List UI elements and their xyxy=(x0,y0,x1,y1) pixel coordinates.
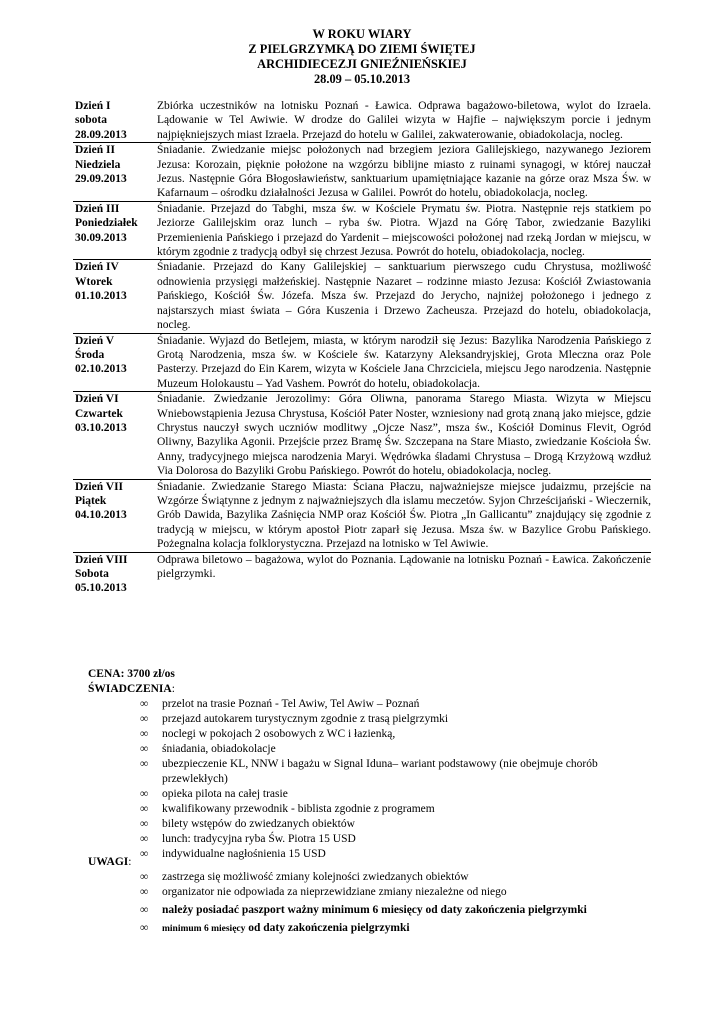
day-number: Dzień IV xyxy=(75,261,119,274)
day-number: Dzień III xyxy=(75,202,120,215)
notes-list xyxy=(140,870,650,937)
infinity-bullet-icon: ∞ xyxy=(140,833,149,845)
notes-label: UWAGI xyxy=(88,856,129,868)
service-text: indywidualne nagłośnienia 15 USD xyxy=(162,848,326,860)
day-date: 29.09.2013 xyxy=(75,173,127,186)
note-small-part: minimum 6 miesięcy xyxy=(162,924,246,934)
day-description: Śniadanie. Wyjazd do Betlejem, miasta, w którym narodził się Jezus: Bazylika Narodzenia Pańskiego z Grotą Narodzenia, msza św. w Kościele św. Katarzyny Aleksandryjskiej, Grota Mleczna oraz Pole Pasterzy. Przejazd do Ein Karem, wizyta w Kościele Jana Chrzciciela, miejscu Jego narodzenia. Następnie Muzeum Holokaustu – Yad Vashem. Powrót do hotelu, obiadokolacja. xyxy=(157,334,651,390)
itinerary-row xyxy=(73,201,651,260)
day-cell xyxy=(73,99,155,143)
title-line-3: ARCHIDIECEZJI GNIEŹNIEŃSKIEJ xyxy=(257,57,467,71)
day-cell xyxy=(73,201,155,260)
service-text: kwalifikowany przewodnik - biblista zgodnie z programem xyxy=(162,803,435,815)
infinity-bullet-icon: ∞ xyxy=(140,758,149,770)
list-item xyxy=(140,903,650,918)
infinity-bullet-icon: ∞ xyxy=(140,728,149,740)
services-heading xyxy=(88,682,175,696)
itinerary-row xyxy=(73,333,651,392)
day-cell xyxy=(73,260,155,333)
infinity-bullet-icon: ∞ xyxy=(140,788,149,800)
day-weekday: Środa xyxy=(75,348,105,361)
note-text: organizator nie odpowiada za nieprzewidziane zmiany niezależne od niego xyxy=(162,886,507,898)
services-colon: : xyxy=(171,683,175,695)
title-line-1: W ROKU WIARY xyxy=(312,27,412,41)
infinity-bullet-icon: ∞ xyxy=(140,803,149,815)
infinity-bullet-icon: ∞ xyxy=(140,886,149,898)
note-passport-text: należy posiadać paszport ważny minimum 6 miesięcy od daty zakończenia pielgrzymki xyxy=(162,904,587,916)
list-item xyxy=(140,697,650,712)
day-description: Śniadanie. Zwiedzanie Jerozolimy: Góra Oliwna, panorama Starego Miasta. Wizyta w Miejscu Wniebowstąpienia Jezusa Chrystusa, Kościół Pater Noster, wzniesiony nad grotą znaną jako miejsce, gdzie Chrystus nauczył swych uczniów modlitwy „Ojcze Nasz”, msza św., Kościół Dominus Flevit, Ogród Oliwny, Bazylika Agonii. Przejście przez Bramę Św. Szczepana na Stare Miasto, zwiedzanie Kościoła Św. Anny, tradycyjnego miejsca narodzenia Maryi. Wędrówka śladami Chrystusa – Drogą Krzyżową wzdłuż Via Dolorosa do Bazyliki Grobu Pańskiego. Powrót do hotelu, obiadokolacja, nocleg. xyxy=(157,393,651,478)
day-weekday: Poniedziałek xyxy=(75,217,138,230)
day-number: Dzień V xyxy=(75,334,115,347)
infinity-bullet-icon: ∞ xyxy=(140,713,149,725)
day-cell xyxy=(73,143,155,202)
infinity-bullet-icon: ∞ xyxy=(140,848,149,860)
service-text: śniadania, obiadokolacje xyxy=(162,743,276,755)
day-date: 03.10.2013 xyxy=(75,421,127,434)
infinity-bullet-icon: ∞ xyxy=(140,743,149,755)
list-item xyxy=(140,757,650,787)
list-item xyxy=(140,787,650,802)
day-number: Dzień I xyxy=(75,100,111,112)
day-description: Zbiórka uczestników na lotnisku Poznań - Ławica. Odprawa bagażowo-biletowa, wylot do Izraela. Lądowanie w Tel Awiwie. W drodze do Galilei wizyta w Hajfie – największym porcie i jednym najpiękniejszych miast Izraela. Przejazd do hotelu w Galilei, zakwaterowanie, obiadokolacja, nocleg. xyxy=(157,100,651,141)
day-weekday: Piątek xyxy=(75,494,107,507)
itinerary-row xyxy=(73,143,651,202)
infinity-bullet-icon: ∞ xyxy=(140,818,149,830)
infinity-bullet-icon: ∞ xyxy=(140,922,149,934)
day-weekday: Sobota xyxy=(75,568,109,580)
list-item xyxy=(140,727,650,742)
infinity-bullet-icon: ∞ xyxy=(140,904,149,916)
list-item xyxy=(140,870,650,885)
day-description: Śniadanie. Zwiedzanie Starego Miasta: Ściana Płaczu, najważniejsze miejsce judaizmu, przejście na Wzgórze Świątynne z jednym z najważniejszych dla islamu meczetów. Syjon Chrześcijański - Wieczernik, Grób Dawida, Bazylika Zaśnięcia NMP oraz Kościół Św. Piotra „In Gallicantu” znajdujący się zgodnie z tradycją w miejscu, w którym apostoł Piotr zaparł się Jezusa. Msza św. w Bazylice Grobu Pańskiego. Pożegnalna kolacja folklorystyczna. Przejazd na lotnisko w Tel Awiwie. xyxy=(157,480,651,551)
day-date: 01.10.2013 xyxy=(75,290,127,303)
services-label: ŚWIADCZENIA xyxy=(88,683,172,695)
document-title xyxy=(0,27,724,87)
itinerary-row xyxy=(73,99,651,143)
itinerary-row xyxy=(73,260,651,333)
day-weekday: Czwartek xyxy=(75,407,123,420)
day-weekday: sobota xyxy=(75,114,107,127)
day-description: Odprawa biletowo – bagażowa, wylot do Poznania. Lądowanie na lotnisku Poznań - Ławica. Zakończenie pielgrzymki. xyxy=(157,553,651,580)
day-number: Dzień VIII xyxy=(75,553,128,566)
infinity-bullet-icon: ∞ xyxy=(140,871,149,883)
service-text: opieka pilota na całej trasie xyxy=(162,788,288,800)
list-item xyxy=(140,742,650,757)
list-item xyxy=(140,832,650,847)
notes-colon: : xyxy=(128,856,132,868)
day-weekday: Niedziela xyxy=(75,158,121,171)
service-text: ubezpieczenie KL, NNW i bagażu w Signal Iduna– wariant podstawowy (nie obejmuje chorób przewlekłych) xyxy=(162,758,598,785)
itinerary-row xyxy=(73,392,651,479)
day-description: Śniadanie. Przejazd do Kany Galilejskiej – sanktuarium pierwszego cudu Chrystusa, możliwość odnowienia przysięgi małżeńskiej. Następnie Nazaret – rodzinne miasto Jezusa: Kościół Zwiastowania Pańskiego, Kościół Św. Józefa. Msza św. Przejazd do Jerycho, najniżej położonego i jednego z najstarszych miast świata – Góra Kuszenia i Drzewo Zacheusza. Przejazd do hotelu, obiadokolacja, nocleg. xyxy=(157,261,651,332)
list-item xyxy=(140,712,650,727)
day-cell xyxy=(73,552,155,596)
title-line-2: Z PIELGRZYMKĄ DO ZIEMI ŚWIĘTEJ xyxy=(248,42,476,56)
service-text: lunch: tradycyjna ryba Św. Piotra 15 USD xyxy=(162,833,356,845)
day-description: Śniadanie. Przejazd do Tabghi, msza św. w Kościele Prymatu św. Piotra. Następnie rejs statkiem po Jeziorze Galilejskim oraz lunch – ryba św. Piotra. Wjazd na Górę Tabor, zwiedzanie Bazyliki Przemienienia Pańskiego i przejazd do Yardenit – miejscowości położonej nad rzeką Jordan w miejscu, w którym zgodnie z tradycją odbył się chrzest Jezusa. Powrót do hotelu, obiadokolacja, nocleg. xyxy=(157,202,651,259)
note-small-rest: od daty zakończenia pielgrzymki xyxy=(245,922,410,934)
title-line-4-dates: 28.09 – 05.10.2013 xyxy=(313,72,411,86)
day-number: Dzień VII xyxy=(75,480,124,493)
day-date: 30.09.2013 xyxy=(75,231,127,244)
note-text: zastrzega się możliwość zmiany kolejności zwiedzanych obiektów xyxy=(162,871,469,883)
day-number: Dzień II xyxy=(75,144,115,157)
day-number: Dzień VI xyxy=(75,393,119,406)
day-cell xyxy=(73,333,155,392)
list-item xyxy=(140,847,650,862)
list-item xyxy=(140,921,650,937)
itinerary-row xyxy=(73,479,651,552)
day-date: 28.09.2013 xyxy=(75,128,127,141)
list-item xyxy=(140,885,650,900)
notes-heading xyxy=(88,855,131,869)
list-item xyxy=(140,802,650,817)
day-weekday: Wtorek xyxy=(75,275,113,288)
itinerary-table xyxy=(73,99,651,596)
services-list xyxy=(140,697,650,862)
service-text: przejazd autokarem turystycznym zgodnie z trasą pielgrzymki xyxy=(162,713,449,725)
day-date: 02.10.2013 xyxy=(75,363,127,376)
day-date: 05.10.2013 xyxy=(75,582,127,595)
infinity-bullet-icon: ∞ xyxy=(140,698,149,710)
service-text: noclegi w pokojach 2 osobowych z WC i łazienką, xyxy=(162,728,396,740)
day-cell xyxy=(73,479,155,552)
itinerary-row xyxy=(73,552,651,596)
service-text: bilety wstępów do zwiedzanych obiektów xyxy=(162,818,355,830)
day-date: 04.10.2013 xyxy=(75,509,127,522)
price-label: CENA: 3700 zł/os xyxy=(88,668,175,680)
list-item xyxy=(140,817,650,832)
service-text: przelot na trasie Poznań - Tel Awiw, Tel Awiw – Poznań xyxy=(162,698,420,710)
day-cell xyxy=(73,392,155,479)
day-description: Śniadanie. Zwiedzanie miejsc położonych nad brzegiem jeziora Galilejskiego, nazywanego Jeziorem Jezusa: Korozain, pięknie położone na wzgórzu biblijne miasto z ruinami synagogi, w której nauczał Jezus. Następnie Góra Błogosławieństw, sanktuarium upamiętniające kazanie na górze oraz Msza Św. w Kafarnaum – ośrodku działalności Jezusa w Galilei. Powrót do hotelu, obiadokolacja, nocleg. xyxy=(157,144,651,200)
